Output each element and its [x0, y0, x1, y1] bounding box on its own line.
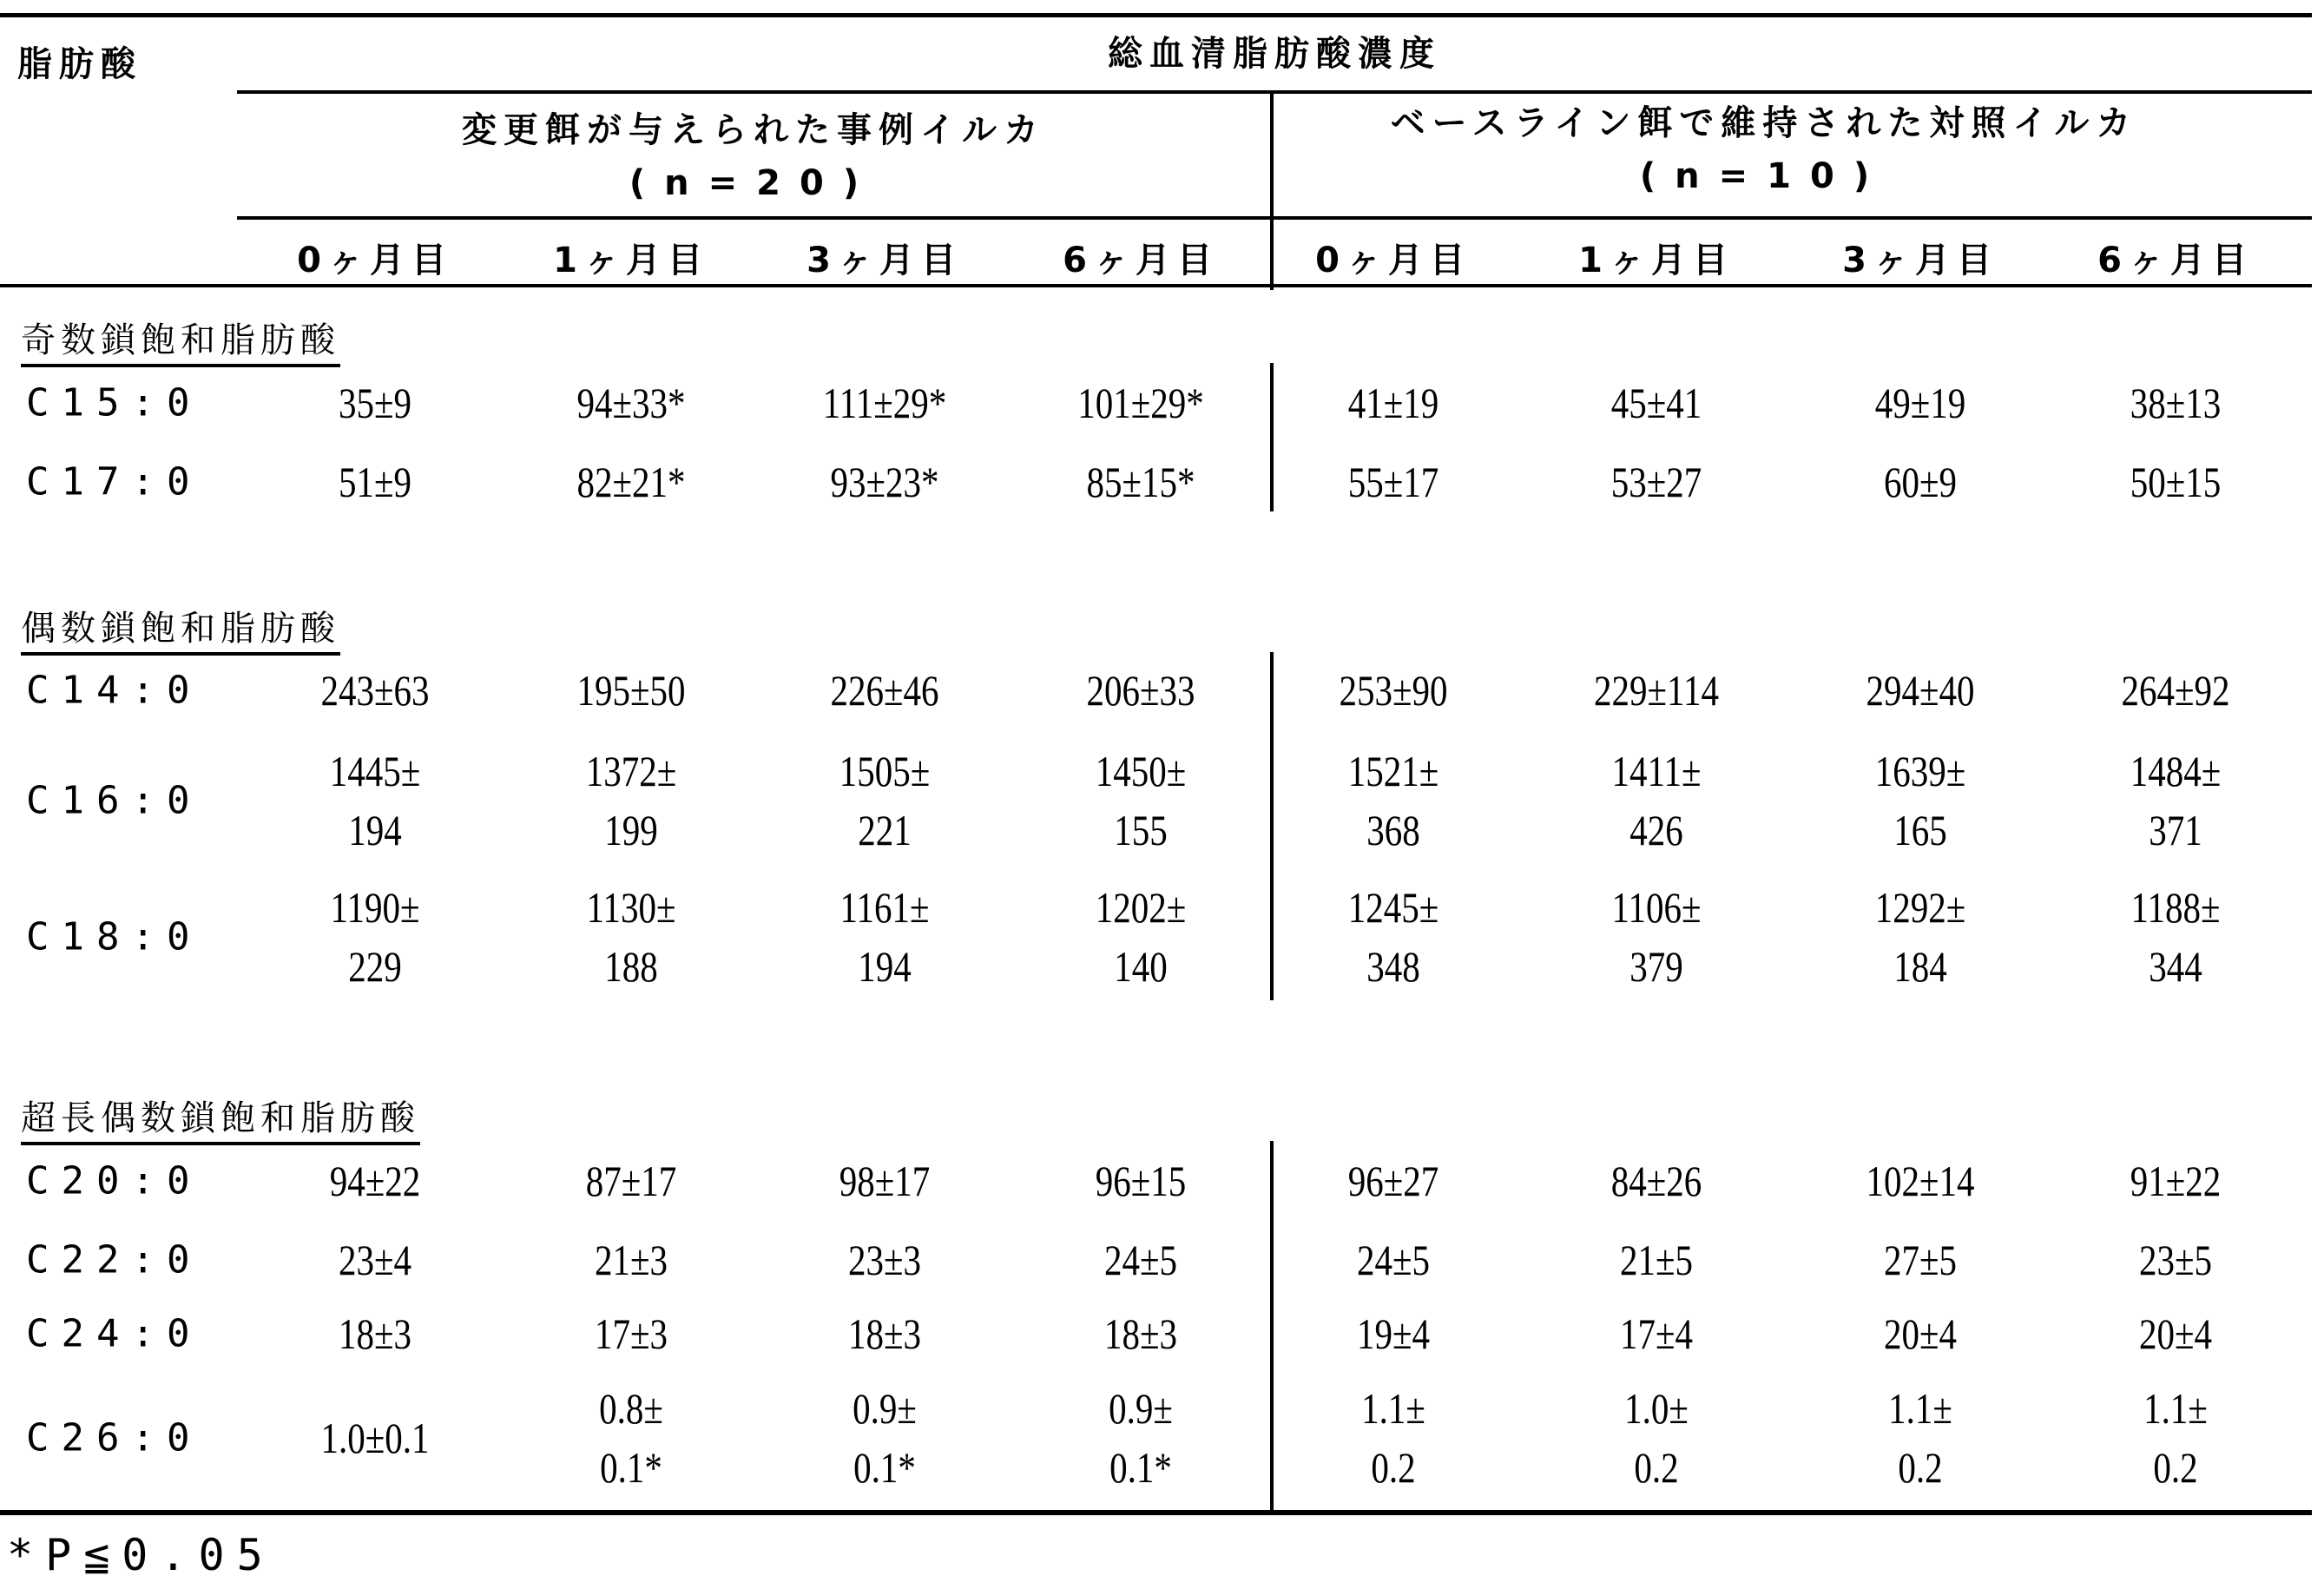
top-rule — [0, 13, 2312, 17]
table-cell-line: 0.2 — [1898, 1442, 1942, 1493]
row-label: C18:0 — [26, 915, 201, 959]
table-cell-line: 1106± — [1612, 882, 1702, 933]
table-cell-line: 1.0± — [1624, 1383, 1689, 1434]
table-cell: 17±3 — [595, 1309, 668, 1359]
table-cell-line: 1639± — [1875, 746, 1966, 796]
table-cell: 18±3 — [1104, 1309, 1177, 1359]
month-header: 1ヶ月目 — [553, 233, 709, 282]
table-cell: 253±90 — [1339, 665, 1447, 715]
table-cell-line: 0.1* — [600, 1442, 662, 1493]
month-header: 0ヶ月目 — [297, 233, 453, 282]
table-cell: 294±40 — [1866, 665, 1974, 715]
table-cell: 19±4 — [1357, 1309, 1430, 1359]
table-cell-line: 0.2 — [1371, 1442, 1415, 1493]
table-cell: 82±21* — [576, 457, 685, 507]
table-cell-line: 371 — [2149, 805, 2202, 855]
row-label: C20:0 — [26, 1159, 201, 1203]
table-cell: 21±3 — [595, 1235, 668, 1285]
table-cell-line: 1521± — [1348, 746, 1439, 796]
table-cell-line: 1484± — [2130, 746, 2222, 796]
table-cell: 50±15 — [2130, 457, 2222, 507]
table-cell: 60±9 — [1884, 457, 1957, 507]
bottom-rule — [0, 1510, 2312, 1515]
table-cell: 96±27 — [1348, 1156, 1439, 1206]
table-cell-line: 426 — [1629, 805, 1683, 855]
row-label: C17:0 — [26, 460, 201, 504]
table-cell-line: 0.9± — [1109, 1383, 1173, 1434]
row-label: C16:0 — [26, 779, 201, 823]
table-cell: 18±3 — [339, 1309, 411, 1359]
table-cell-line: 140 — [1114, 941, 1168, 992]
table-cell-line: 1202± — [1096, 882, 1187, 933]
row-label: C14:0 — [26, 669, 201, 713]
table-cell: 93±23* — [830, 457, 938, 507]
table-cell-line: 1292± — [1875, 882, 1966, 933]
table-cell: 20±4 — [2139, 1309, 2212, 1359]
table-cell-line: 1372± — [586, 746, 677, 796]
table-cell-line: 199 — [604, 805, 658, 855]
table-cell: 1.0±0.1 — [320, 1413, 429, 1463]
table-cell: 24±5 — [1104, 1235, 1177, 1285]
table-cell-line: 0.8± — [599, 1383, 663, 1434]
table-cell: 102±14 — [1866, 1156, 1974, 1206]
group-divider — [1270, 363, 1274, 511]
table-cell: 41±19 — [1348, 378, 1439, 428]
table-cell: 51±9 — [339, 457, 411, 507]
fatty-acid-column-header: 脂肪酸 — [17, 36, 142, 86]
group-divider — [1270, 652, 1274, 1000]
table-cell: 229±114 — [1594, 665, 1719, 715]
table-title: 総血清脂肪酸濃度 — [1108, 26, 1441, 76]
table-cell: 38±13 — [2130, 378, 2222, 428]
table-cell: 23±3 — [848, 1235, 921, 1285]
table-cell: 53±27 — [1611, 457, 1702, 507]
table-cell: 84±26 — [1611, 1156, 1702, 1206]
table-cell: 17±4 — [1620, 1309, 1693, 1359]
group-divider — [1270, 1141, 1274, 1512]
table-cell: 94±22 — [330, 1156, 421, 1206]
table-cell-line: 1505± — [839, 746, 931, 796]
table-cell-line: 0.2 — [2153, 1442, 2197, 1493]
table-cell: 85±15* — [1086, 457, 1195, 507]
table-cell-line: 1.1± — [1361, 1383, 1425, 1434]
section-title: 偶数鎖飽和脂肪酸 — [21, 601, 340, 656]
footnote: *P≦0.05 — [7, 1530, 275, 1580]
header-bottom-rule — [0, 284, 2312, 287]
table-cell: 101±29* — [1077, 378, 1204, 428]
row-label: C22:0 — [26, 1238, 201, 1282]
table-cell: 94±33* — [576, 378, 685, 428]
table-cell-line: 155 — [1114, 805, 1168, 855]
table-cell-line: 184 — [1893, 941, 1947, 992]
table-cell: 96±15 — [1096, 1156, 1187, 1206]
table-cell-line: 1450± — [1096, 746, 1187, 796]
table-cell-line: 368 — [1366, 805, 1420, 855]
table-cell: 23±5 — [2139, 1235, 2212, 1285]
table-cell-line: 221 — [858, 805, 912, 855]
table-cell: 24±5 — [1357, 1235, 1430, 1285]
month-header: 3ヶ月目 — [806, 233, 963, 282]
table-cell: 98±17 — [839, 1156, 931, 1206]
table-cell: 87±17 — [586, 1156, 677, 1206]
title-rule — [237, 90, 2312, 94]
table-cell-line: 1411± — [1612, 746, 1702, 796]
table-cell: 55±17 — [1348, 457, 1439, 507]
table-cell-line: 0.9± — [853, 1383, 917, 1434]
table-cell: 91±22 — [2130, 1156, 2222, 1206]
table-cell: 49±19 — [1875, 378, 1966, 428]
table-cell-line: 1445± — [330, 746, 421, 796]
month-header: 6ヶ月目 — [1063, 233, 1219, 282]
table-cell-line: 194 — [348, 805, 402, 855]
table-cell-line: 344 — [2149, 941, 2202, 992]
table-cell: 23±4 — [339, 1235, 411, 1285]
group-rule — [237, 216, 2312, 220]
month-header: 3ヶ月目 — [1842, 233, 1998, 282]
table-cell: 226±46 — [830, 665, 938, 715]
section-title: 超長偶数鎖飽和脂肪酸 — [21, 1091, 420, 1145]
table-cell-line: 0.2 — [1634, 1442, 1678, 1493]
month-header: 1ヶ月目 — [1578, 233, 1735, 282]
table-cell: 18±3 — [848, 1309, 921, 1359]
table-cell: 243±63 — [320, 665, 429, 715]
table-cell: 27±5 — [1884, 1235, 1957, 1285]
table-cell-line: 0.1* — [1109, 1442, 1172, 1493]
row-label: C26:0 — [26, 1416, 201, 1460]
table-cell-line: 379 — [1629, 941, 1683, 992]
table-cell-line: 1188± — [2131, 882, 2221, 933]
table-cell-line: 1161± — [840, 882, 930, 933]
section-title: 奇数鎖飽和脂肪酸 — [21, 313, 340, 367]
table-cell-line: 1245± — [1348, 882, 1439, 933]
table-cell: 264±92 — [2121, 665, 2229, 715]
row-label: C24:0 — [26, 1312, 201, 1356]
table-cell-line: 1.1± — [1888, 1383, 1952, 1434]
group-control-n: (n=10) — [1640, 156, 1888, 196]
table-cell-line: 194 — [858, 941, 912, 992]
table-cell: 20±4 — [1884, 1309, 1957, 1359]
table-cell-line: 165 — [1893, 805, 1947, 855]
table-cell-line: 229 — [348, 941, 402, 992]
table-cell-line: 1190± — [331, 882, 420, 933]
group-case-label: 変更餌が与えられた事例イルカ — [462, 102, 1045, 152]
table-cell: 35±9 — [339, 378, 411, 428]
group-divider-header — [1270, 90, 1274, 290]
table-cell-line: 188 — [604, 941, 658, 992]
table-cell-line: 1130± — [587, 882, 676, 933]
month-header: 6ヶ月目 — [2097, 233, 2254, 282]
table-cell-line: 0.1* — [853, 1442, 916, 1493]
table-cell: 21±5 — [1620, 1235, 1693, 1285]
table-cell: 45±41 — [1611, 378, 1702, 428]
group-case-n: (n=20) — [629, 163, 878, 203]
group-control-label: ベースライン餌で維持された対照イルカ — [1391, 96, 2138, 145]
table-cell-line: 1.1± — [2143, 1383, 2208, 1434]
table-cell: 206±33 — [1086, 665, 1195, 715]
month-header: 0ヶ月目 — [1315, 233, 1471, 282]
table-cell-line: 348 — [1366, 941, 1420, 992]
row-label: C15:0 — [26, 381, 201, 425]
table-cell: 195±50 — [576, 665, 685, 715]
table-cell: 111±29* — [823, 378, 946, 428]
